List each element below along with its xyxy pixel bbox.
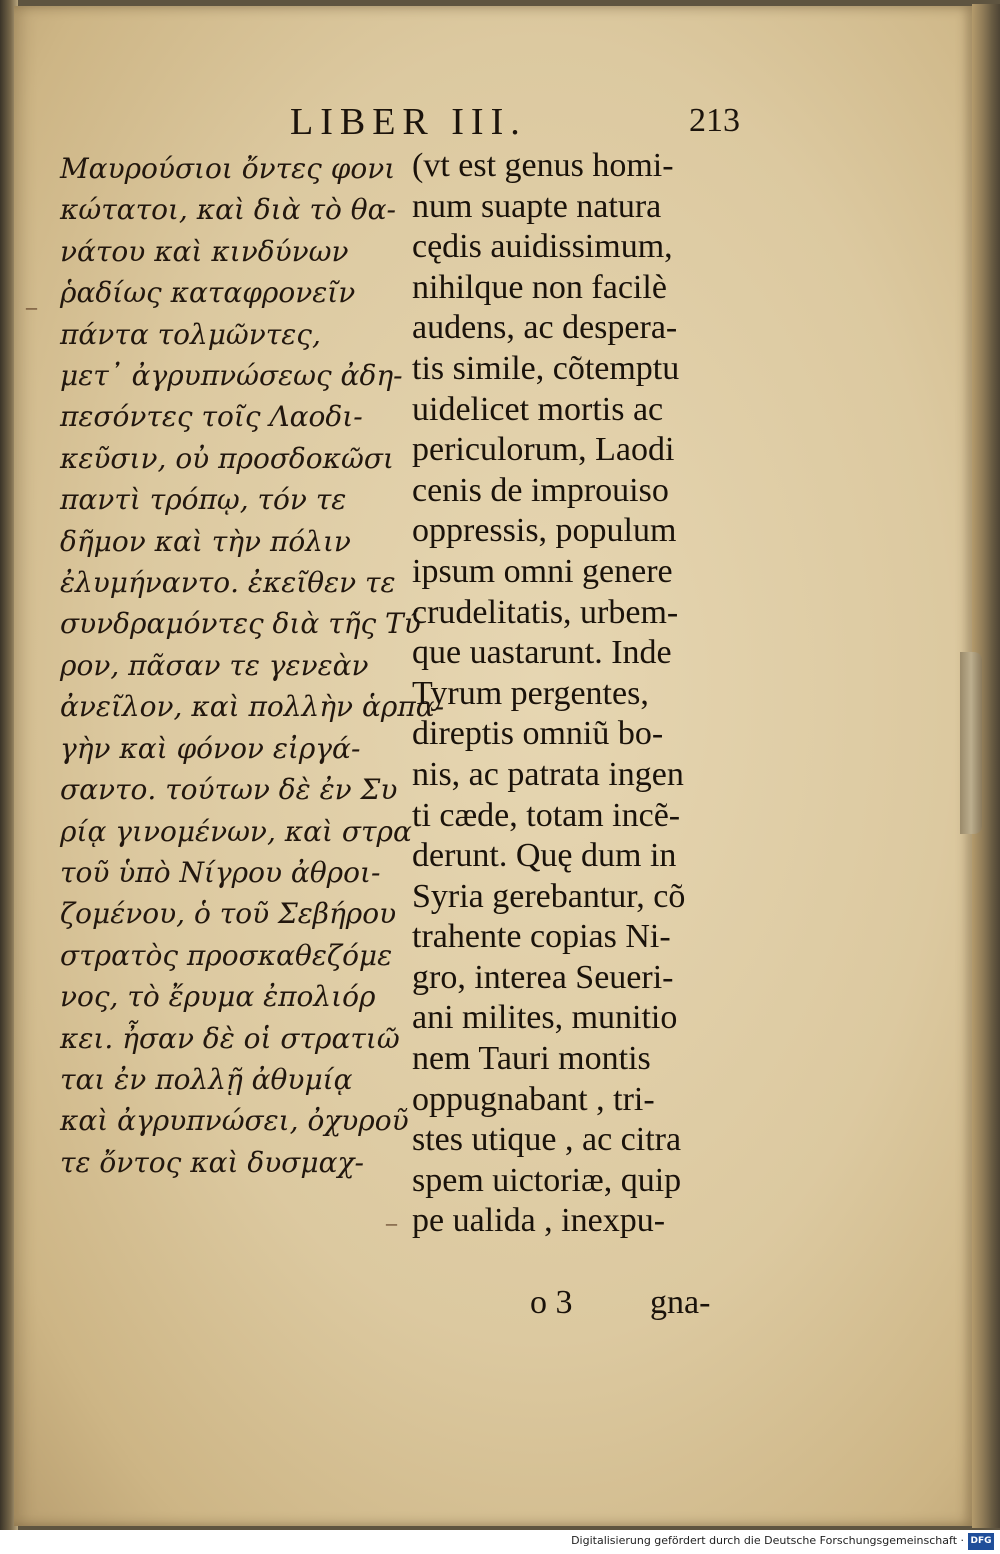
latin-text-column <box>412 146 742 1242</box>
latin-text-line: que uastarunt. Inde <box>412 634 672 672</box>
latin-text-line: (vt est genus homi- <box>412 147 674 184</box>
catchword: gna- <box>650 1284 711 1321</box>
signature-mark: o 3 <box>530 1284 573 1321</box>
greek-text-line: νάτου καὶ κινδύνων <box>60 234 349 268</box>
greek-text-line: συνδραμόντες διὰ τῆς Τύ <box>60 607 421 641</box>
latin-text-line: pe ualida , inexpu- <box>412 1202 666 1240</box>
latin-text-line: num suapte natura <box>412 187 662 225</box>
greek-text-line: Μαυρούσιοι ὄντες φονι <box>60 152 396 185</box>
greek-text-line: καὶ ἀγρυπνώσει, ὀχυροῦ <box>60 1104 409 1138</box>
latin-text-line: nem Tauri montis <box>412 1040 651 1078</box>
greek-text-line: ζομένου, ὁ τοῦ Σεβήρου <box>60 897 397 931</box>
latin-text-line: gro, interea Seueri- <box>412 958 674 996</box>
greek-text-line: πεσόντες τοῖς Λαοδι- <box>60 400 363 434</box>
greek-text-line: ρίᾳ γινομένων, καὶ στρα <box>60 814 412 848</box>
greek-text-line: γὴν καὶ φόνον εἰργά- <box>60 731 361 765</box>
latin-text-line: stes utique , ac citra <box>412 1121 682 1159</box>
greek-text-line: πάντα τολμῶντες, <box>60 317 321 351</box>
greek-text-line: κει. ἦσαν δὲ οἱ στρατιῶ <box>60 1021 400 1055</box>
latin-text-line: derunt. Quę dum in <box>412 837 677 875</box>
greek-text-line: τε ὄντος καὶ δυσμαχ- <box>60 1145 364 1179</box>
latin-text-line: crudelitatis, urbem- <box>412 593 679 631</box>
latin-text-line: periculorum, Laodi <box>412 431 675 469</box>
latin-text-line: ti cæde, totam incẽ- <box>412 796 681 834</box>
latin-text-line: ani milites, munitio <box>412 999 678 1037</box>
greek-text-line: στρατὸς προσκαθεζόμε <box>60 938 393 972</box>
greek-text-line: ἐλυμήναντο. ἐκεῖθεν τε <box>60 566 396 600</box>
latin-text-line: Tyrum pergentes, <box>412 674 649 712</box>
greek-text-column <box>60 148 445 1183</box>
greek-text-line: νος, τὸ ἔρυμα ἐπολιόρ <box>60 980 376 1014</box>
running-title: LIBER III. <box>290 101 527 143</box>
margin-dash-mark: – <box>26 294 37 319</box>
running-head <box>290 100 740 144</box>
latin-text-line: Syria gerebantur, cõ <box>412 877 686 915</box>
greek-text-line: ῥαδίως καταφρονεῖν <box>60 276 356 310</box>
greek-text-line: δῆμον καὶ τὴν πόλιν <box>60 524 351 558</box>
greek-text-line: παντὶ τρόπῳ, τόν τε <box>60 483 347 517</box>
latin-text-line: ipsum omni genere <box>412 552 673 590</box>
latin-text-line: tis simile, cõtemptu <box>412 349 680 387</box>
page-tab-marker <box>960 652 982 834</box>
dfg-logo-icon: DFG <box>968 1533 994 1550</box>
latin-text-line: nis, ac patrata ingen <box>412 755 684 793</box>
latin-text-line: spem uictoriæ, quip <box>412 1161 682 1199</box>
latin-text-line: audens, ac despera- <box>412 309 678 347</box>
greek-text-line: τοῦ ὑπὸ Νίγρου ἀθροι- <box>60 855 381 889</box>
footer-credit: Digitalisierung gefördert durch die Deutsche Forschungsgemeinschaft · <box>571 1534 964 1547</box>
latin-text-line: oppressis, populum <box>412 512 677 550</box>
latin-text-line: cędis auidissimum, <box>412 228 673 266</box>
latin-text-line: uidelicet mortis ac <box>412 390 664 428</box>
greek-text-line: ἀνεῖλον, καὶ πολλὴν ἁρπα- <box>60 690 445 724</box>
margin-dash-mark-2: – <box>386 1210 397 1235</box>
greek-text-line: ται ἐν πολλῇ ἀθυμίᾳ <box>60 1062 353 1096</box>
signature-line <box>530 1284 740 1324</box>
greek-text-line: κεῦσιν, οὐ προσδοκῶσι <box>60 441 394 475</box>
latin-text-line: nihilque non facilè <box>412 268 667 306</box>
latin-text-line: cenis de improuiso <box>412 471 669 509</box>
digitization-footer <box>0 1530 1000 1554</box>
greek-text-line: ρον, πᾶσαν τε γενεὰν <box>60 648 369 682</box>
greek-text-line: κώτατοι, καὶ διὰ τὸ θα- <box>60 193 396 227</box>
latin-text-line: direptis omniũ bo- <box>412 715 664 753</box>
page-number: 213 <box>689 102 740 139</box>
latin-text-line: trahente copias Ni- <box>412 918 671 956</box>
greek-text-line: σαντο. τούτων δὲ ἐν Συ <box>60 773 398 807</box>
greek-text-line: μετ᾽ ἀγρυπνώσεως ἀδη- <box>60 359 403 393</box>
latin-text-line: oppugnabant , tri- <box>412 1080 655 1118</box>
